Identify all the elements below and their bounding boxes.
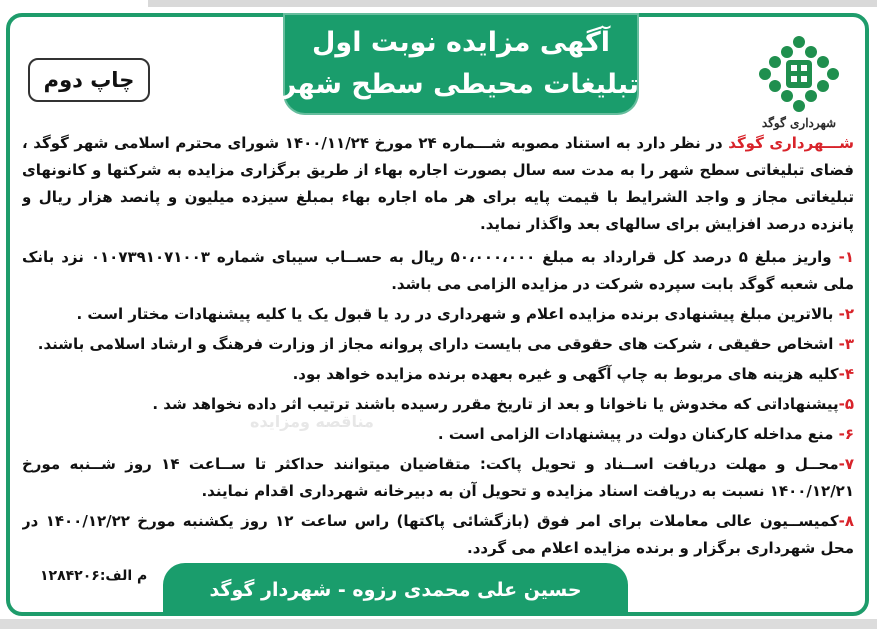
watermark: مناقصه ومزایده	[250, 412, 374, 431]
item-text: اشخاص حقیقی ، شرکت های حقوقی می بایست دارای پروانه مجاز از وزارت فرهنگ و ارشاد اسلامی باشند.	[37, 335, 839, 353]
item-text: کمیســیون عالی معاملات برای امر فوق (بازگشائی پاکتها) راس ساعت ۱۲ روز یکشنبه مورخ ۱۴۰۰/۱۲/۲۲ در محل شهرداری برگزار و برنده مزایده اعلام می گردد.	[22, 512, 854, 557]
item-text: منع مداخله کارکنان دولت در پیشنهادات الزامی است .	[437, 425, 839, 443]
list-item	[22, 391, 854, 418]
item-number: ۷-	[838, 455, 854, 473]
item-text: واریز مبلغ ۵ درصد کل قرارداد به مبلغ ۵۰،۰۰۰،۰۰۰ ریال به حســاب سیبای شماره ۰۱۰۷۳۹۱۰۷۱۰۰۳ نزد بانک ملی شعبه گوگد بابت سپرده شرکت در مزایده الزامی می باشد.	[22, 248, 854, 293]
logo-text: شهرداری گوگد	[761, 116, 837, 130]
reference-number: م الف:۱۲۸۴۲۰۶	[40, 568, 148, 584]
intro-text: در نظر دارد به استناد مصوبه شـــماره ۲۴ مورخ ۱۴۰۰/۱۱/۲۴ شورای محترم اسلامی شهر گوگد ، فضای تبلیغاتی سطح شهر را به مدت سه سال بصورت اجاره بهاء از طریق برگزاری مزایده به شرکتها و کانونهای تبلیغاتی مجاز و واجد الشرایط با قیمت پایه برای هر ماه اجاره بهاء بمبلغ سیزده میلیون و پانصد هزار ریال و پانزده درصد افزایش برای سالهای بعد واگذار نماید.	[22, 134, 854, 233]
list-item	[22, 361, 854, 388]
bottom-divider	[0, 619, 877, 629]
title-line-1: آگهی مزایده نوبت اول	[312, 27, 610, 58]
item-text: بالاترین مبلغ پیشنهادی برنده مزایده اعلام و شهرداری در رد یا قبول یک یا کلیه پیشنهادات مختار است .	[76, 305, 839, 323]
item-text: پیشنهاداتی که مخدوش یا ناخوانا و بعد از تاریخ مقرر رسیده باشند ترتیب اثر داده نخواهد شد .	[152, 395, 839, 413]
intro-highlight: شـــهرداری گوگد	[728, 134, 854, 152]
intro-paragraph	[22, 130, 854, 238]
list-item	[22, 451, 854, 505]
list-item	[22, 331, 854, 358]
item-number: ۳-	[838, 335, 854, 353]
signature-banner: حسین علی محمدی رزوه - شهردار گوگد	[163, 563, 628, 616]
list-item	[22, 508, 854, 560]
item-number: ۸-	[838, 512, 854, 530]
print-edition-label: چاپ دوم	[28, 58, 150, 102]
municipality-emblem-icon	[756, 34, 842, 114]
item-text: کلیه هزینه های مربوط به چاپ آگهی و غیره بعهده برنده مزایده خواهد بود.	[292, 365, 839, 383]
item-number: ۵-	[838, 395, 854, 413]
item-text: محــل و مهلت دریافت اســناد و تحویل پاکت: متقاضیان میتوانند حداکثر تا ســاعت ۱۴ روز شــنبه مورخ ۱۴۰۰/۱۲/۲۱ نسبت به دریافت اسناد مزایده و تحویل آن به دبیرخانه شهرداری اقدام نمایند.	[22, 455, 854, 500]
item-number: ۴-	[838, 365, 854, 383]
list-item	[22, 421, 854, 448]
announcement-body	[22, 130, 854, 560]
title-line-2: تبلیغات محیطی سطح شهر	[280, 69, 639, 100]
item-number: ۲-	[838, 305, 854, 323]
list-item	[22, 301, 854, 328]
list-item	[22, 244, 854, 298]
title-banner	[280, 13, 639, 115]
item-number: ۱-	[838, 248, 854, 266]
top-divider	[148, 0, 877, 7]
item-number: ۶-	[838, 425, 854, 443]
